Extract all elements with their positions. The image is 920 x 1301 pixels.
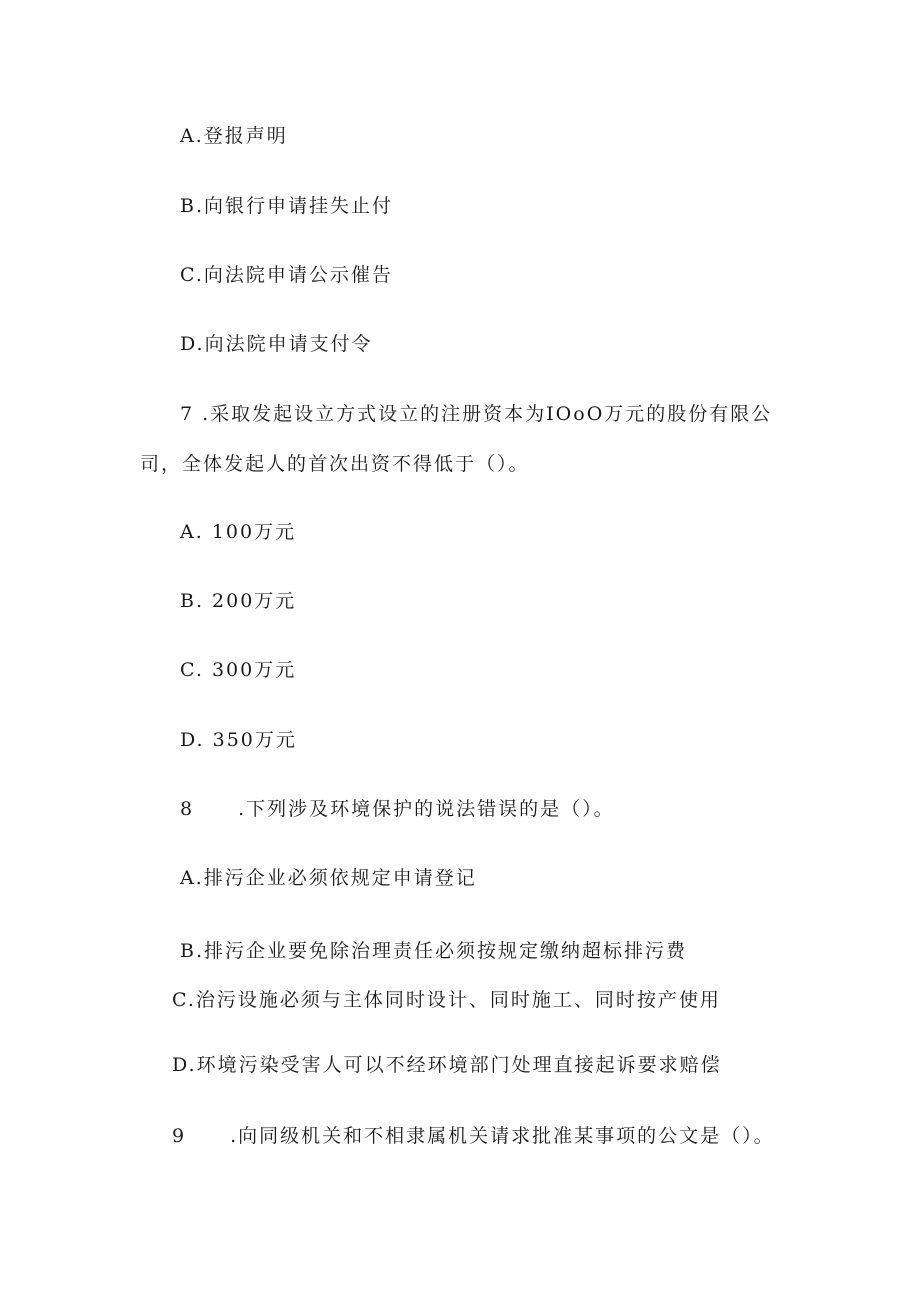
q6-option-c: C.向法院申请公示催告 [180,264,393,286]
q7-stem-line1 [180,402,772,426]
q7-option-b: B. 200万元 [180,590,297,612]
q8-option-b: B.排污企业要免除治理责任必须按规定缴纳超标排污费 [180,940,688,962]
q6-option-b: B.向银行申请挂失止付 [180,195,394,217]
q9-text: .向同级机关和不相隶属机关请求批准某事项的公文是（）。 [230,1125,775,1147]
q8-stem [180,797,615,821]
q7-stem-line2: 司，全体发起人的首次出资不得低于（）。 [140,453,530,475]
q8-option-d: D.环境污染受害人可以不经环境部门处理直接起诉要求赔偿 [172,1054,722,1076]
q7-option-a: A. 100万元 [180,521,297,543]
q8-option-c: C.治污设施必须与主体同时设计、同时施工、同时按产使用 [172,989,721,1011]
q7-option-d: D. 350万元 [180,729,297,751]
q8-option-a: A.排污企业必须依规定申请登记 [180,867,477,889]
q6-option-d: D.向法院申请支付令 [180,333,373,355]
q8-number: 8 [180,798,195,820]
q9-number: 9 [172,1125,187,1147]
q9-stem [172,1124,775,1148]
q8-text: .下列涉及环境保护的说法错误的是（）。 [238,798,615,820]
q6-option-a: A.登报声明 [180,125,288,147]
q7-number: 7 [180,403,195,425]
q7-text-line1: .采取发起设立方式设立的注册资本为IOoO万元的股份有限公 [202,403,773,425]
q7-option-c: C. 300万元 [180,659,297,681]
